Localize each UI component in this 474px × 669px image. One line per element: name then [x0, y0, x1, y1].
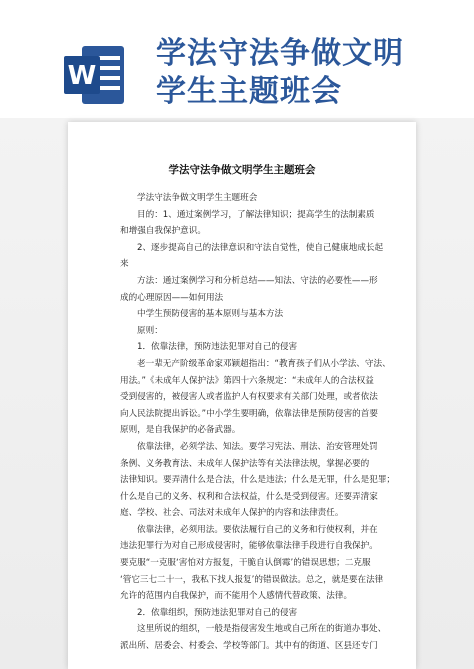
- banner-title-line-2: 学生主题班会: [156, 74, 342, 109]
- doc-line: 这里所说的组织，一般是指侵害发生地或自己所在的街道办事处、: [137, 624, 387, 635]
- banner-title-line-1: 学法守法争做文明: [156, 36, 404, 71]
- doc-line: 什么是自己的义务、权利和合法权益，什么是受到侵害。还要弄清家: [120, 491, 378, 502]
- doc-line: 2．依靠组织，预防违法犯罪对自己的侵害: [137, 607, 298, 618]
- document-page: [68, 122, 416, 669]
- doc-line: 老一辈无产阶级革命家邓颖超指出：“教育孩子们从小学法、守法、: [137, 358, 391, 369]
- doc-line: 学法守法争做文明学生主题班会: [137, 193, 258, 203]
- doc-line: 条例、义务教育法、未成年人保护法等有关法律法规，掌握必要的: [120, 458, 370, 469]
- doc-line: 允许的范围内自我保护，而不能用个人感情代替政策、法律。: [120, 591, 353, 602]
- doc-line: 向人民法院提出诉讼。”中小学生要明确，依靠法律是预防侵害的首要: [120, 408, 378, 419]
- doc-line: 来: [120, 259, 129, 270]
- doc-line: 和增强自我保护意识。: [120, 226, 206, 237]
- doc-line: 受到侵害的，被侵害人或者监护人有权要求有关部门处理，或者依法: [120, 392, 378, 403]
- doc-line: 原则：: [137, 325, 163, 336]
- doc-line: 目的：1、通过案例学习，了解法律知识；提高学生的法制素质: [137, 209, 375, 220]
- doc-line: 2、逐步提高自己的法律意识和守法自觉性，使自己健康地成长起: [137, 242, 384, 253]
- doc-line: 违法犯罪行为对自己形成侵害时，能够依靠法律手段进行自我保护。: [120, 541, 378, 552]
- doc-line: 依靠法律，必须用法。要依法履行自己的义务和行使权利，并在: [137, 524, 378, 535]
- document-title: 学法守法争做文明学生主题班会: [168, 164, 316, 176]
- doc-line: 用法。”《未成年人保护法》第四十六条规定：“未成年人的合法权益: [120, 375, 374, 386]
- doc-line: ‘管它三七二十一，我私下找人报复’的错误做法。总之，就是要在法律: [120, 574, 384, 585]
- doc-line: 派出所、居委会、村委会、学校等部门。其中有的街道、区县还专门: [120, 641, 378, 652]
- doc-line: 庭、学校、社会、司法对未成年人保护的内容和法律责任。: [120, 508, 344, 519]
- banner: [0, 0, 474, 120]
- word-doc-icon: [62, 42, 128, 108]
- doc-line: 方法：通过案例学习和分析总结——知法、守法的必要性——形: [137, 275, 378, 286]
- doc-line: 成的心理原因——如何用法: [120, 292, 224, 303]
- doc-line: 法律知识。要弄清什么是合法，什么是违法；什么是无罪，什么是犯罪；: [120, 475, 396, 486]
- doc-line: 1．依靠法律，预防违法犯罪对自己的侵害: [137, 342, 298, 353]
- word-logo-letter: W: [67, 61, 97, 91]
- doc-line: 要克服“一克服‘害怕对方报复，干脆自认倒霉’的错误思想；二克服: [120, 558, 371, 569]
- doc-line: 中学生预防侵害的基本原则与基本方法: [137, 309, 284, 320]
- document-body: [120, 190, 396, 655]
- doc-line: 原则，是自我保护的必备武器。: [120, 425, 241, 436]
- doc-line: 依靠法律，必须学法、知法。要学习宪法、刑法、治安管理处罚: [137, 441, 378, 452]
